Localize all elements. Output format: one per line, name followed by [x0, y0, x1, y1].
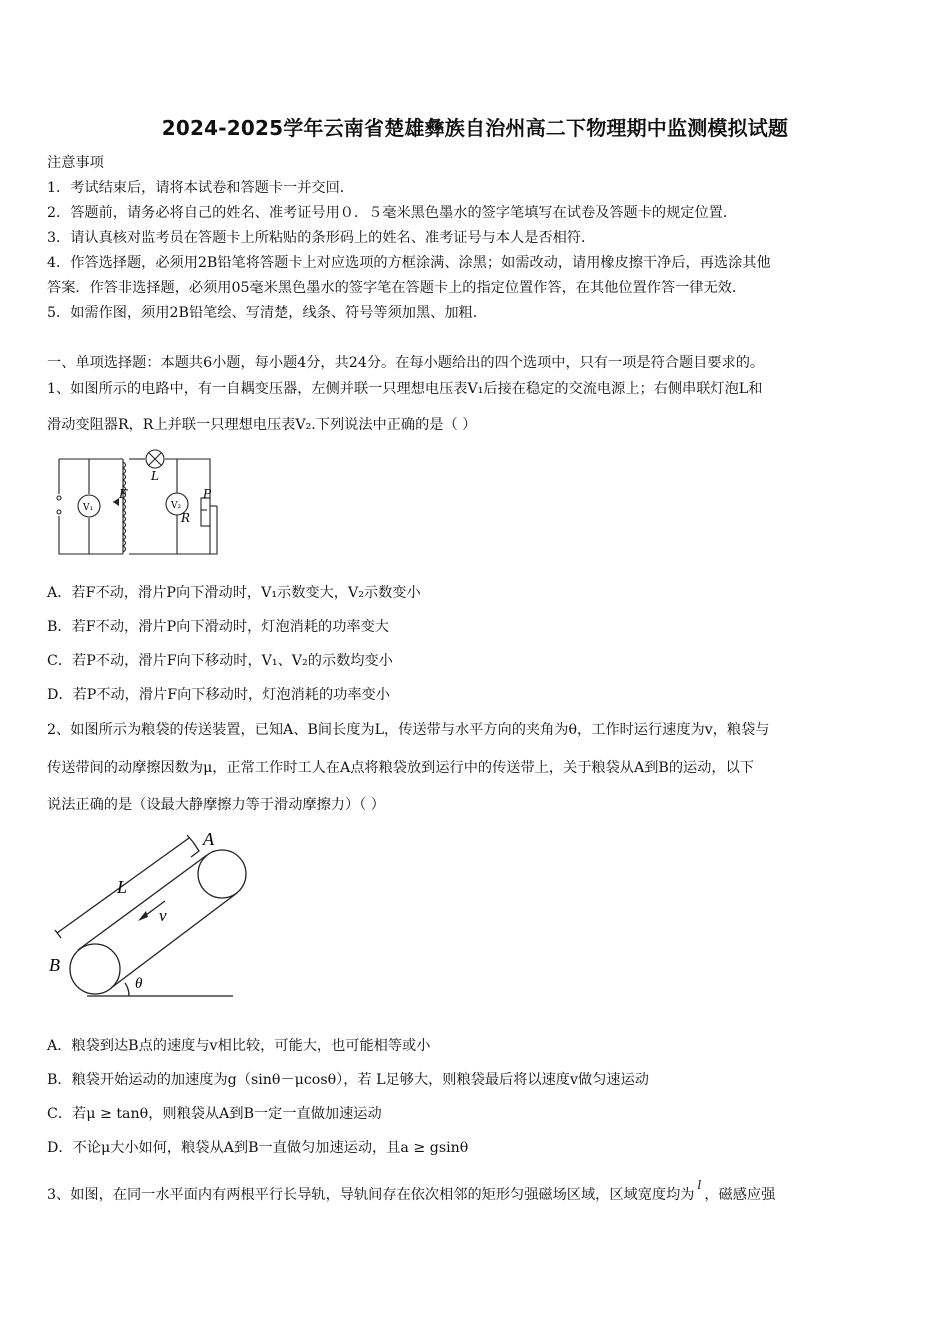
q3-stem-part2: ，磁感应强: [704, 1187, 776, 1203]
q1-circuit-figure: [47, 446, 222, 561]
q1-v2-label: V₂: [171, 501, 182, 511]
q1-f-label: F: [119, 487, 128, 501]
q1-stem-line1: 1、如图所示的电路中，有一自耦变压器，左侧并联一只理想电压表V₁后接在稳定的交流电源上；右侧串联灯泡L和: [47, 381, 763, 397]
q1-v1-label: V₁: [83, 503, 94, 513]
q2-conveyor-figure: [47, 826, 247, 1001]
section-heading: 一、单项选择题：本题共6小题，每小题4分，共24分。在每小题给出的四个选项中，只有一项是符合题目要求的。: [47, 355, 765, 371]
q1-stem-line2: 滑动变阻器R，R上并联一只理想电压表V₂.下列说法中正确的是（ ）: [47, 417, 477, 433]
q2-option-c: C．若μ ≥ tanθ，则粮袋从A到B一定一直做加速运动: [47, 1106, 382, 1122]
q2-stem-line1: 2、如图所示为粮袋的传送装置，已知A、B间长度为L，传送带与水平方向的夹角为θ，工作时运行速度为v，粮袋与: [47, 722, 770, 738]
q1-option-a: A．若F不动，滑片P向下滑动时，V₁示数变大，V₂示数变小: [47, 585, 421, 601]
notice-item: 5．如需作图，须用2B铅笔绘、写清楚，线条、符号等须加黑、加粗．: [47, 305, 487, 321]
q2-option-a: A．粮袋到达B点的速度与v相比较，可能大，也可能相等或小: [47, 1038, 431, 1054]
q3-l-symbol: l: [697, 1178, 702, 1192]
page-title: 2024-2025学年云南省楚雄彝族自治州高二下物理期中监测模拟试题: [161, 116, 789, 140]
q1-option-b: B．若F不动，滑片P向下滑动时，灯泡消耗的功率变大: [47, 619, 389, 635]
notice-heading: 注意事项: [47, 155, 104, 171]
q1-l-label: L: [151, 469, 159, 483]
q2-l-label: L: [117, 877, 128, 897]
notice-item: 4．作答选择题，必须用2B铅笔将答题卡上对应选项的方框涂满、涂黑；如需改动，请用橡皮擦干净后，再选涂其他: [47, 255, 771, 271]
notice-item: 2．答题前，请务必将自己的姓名、准考证号用０．５毫米黑色墨水的签字笔填写在试卷及答题卡的规定位置．: [47, 205, 738, 221]
notice-item: 3．请认真核对监考员在答题卡上所粘贴的条形码上的姓名、准考证号与本人是否相符．: [47, 230, 596, 246]
q2-theta-label: θ: [135, 976, 143, 992]
q2-option-d: D．不论μ大小如何，粮袋从A到B一直做匀加速运动，且a ≥ gsinθ: [47, 1140, 469, 1156]
notice-item: 1．考试结束后，请将本试卷和答题卡一并交回．: [47, 180, 354, 196]
q3-stem-part1: 3、如图，在同一水平面内有两根平行长导轨，导轨间存在依次相邻的矩形匀强磁场区域，区域宽度均为: [47, 1187, 695, 1203]
notice-item: 答案．作答非选择题，必须用05毫米黑色墨水的签字笔在答题卡上的指定位置作答，在其他位置作答一律无效．: [47, 280, 747, 296]
q2-a-label: A: [203, 829, 214, 849]
q2-option-b: B．粮袋开始运动的加速度为g（sinθ－μcosθ），若 L足够大，则粮袋最后将以速度v做匀速运动: [47, 1072, 649, 1088]
q1-p-label: P: [203, 487, 212, 501]
q2-stem-line2: 传送带间的动摩擦因数为μ，正常工作时工人在A点将粮袋放到运行中的传送带上，关于粮袋从A到B的运动，以下: [47, 760, 754, 776]
q1-option-d: D．若P不动，滑片F向下移动时，灯泡消耗的功率变小: [47, 687, 390, 703]
q1-r-label: R: [181, 511, 191, 525]
q2-b-label: B: [49, 955, 60, 975]
q3-stem-line1: [47, 1178, 776, 1204]
q1-option-c: C．若P不动，滑片F向下移动时，V₁、V₂的示数均变小: [47, 653, 393, 669]
q2-v-label: v: [159, 906, 167, 925]
q2-stem-line3: 说法正确的是（设最大静摩擦力等于滑动摩擦力）（ ）: [47, 797, 385, 813]
